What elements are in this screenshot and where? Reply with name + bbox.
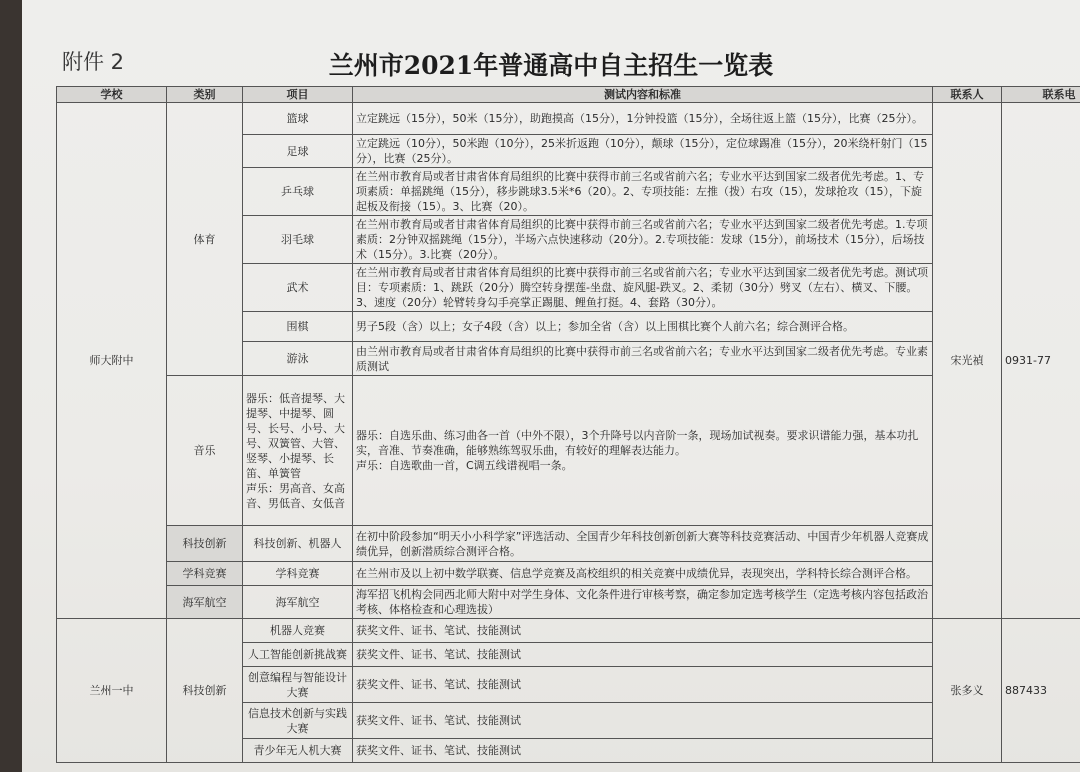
contact-name: 张多义 — [933, 619, 1002, 763]
table-row — [57, 586, 1080, 619]
item-cell: 羽毛球 — [243, 216, 353, 264]
item-cell: 篮球 — [243, 103, 353, 135]
standard-cell: 在兰州市教育局或者甘肃省体育局组织的比赛中获得市前三名或省前六名；专业水平达到国家二级者优先考虑。测试项目：专项素质：1、跳跃（20分）腾空转身摆莲-坐盘、旋风腿-跌叉。2、柔韧（30分）劈叉（左右）、横叉、下腰。3、速度（20分）轮臂转身勾手亮掌正踢腿、鲤鱼打挺。4、套路（30分）。 — [353, 264, 933, 312]
standard-cell: 男子5段（含）以上；女子4段（含）以上；参加全省（含）以上围棋比赛个人前六名；综合测评合格。 — [353, 312, 933, 342]
item-cell: 机器人竞赛 — [243, 619, 353, 643]
table-row — [57, 619, 1080, 643]
standard-cell: 立定跳远（10分），50米跑（10分），25米折返跑（10分），颠球（15分），定位球踢准（15分），20米绕杆射门（15分），比赛（25分）。 — [353, 135, 933, 168]
col-category: 类别 — [167, 87, 243, 103]
standard-cell: 获奖文件、证书、笔试、技能测试 — [353, 739, 933, 763]
admission-table — [56, 86, 1080, 763]
item-cell: 围棋 — [243, 312, 353, 342]
col-standard: 测试内容和标准 — [353, 87, 933, 103]
item-cell: 信息技术创新与实践大赛 — [243, 703, 353, 739]
table-row — [57, 376, 1080, 526]
item-cell: 科技创新、机器人 — [243, 526, 353, 562]
item-cell: 海军航空 — [243, 586, 353, 619]
contact-phone: 0931-77 — [1002, 103, 1080, 619]
standard-cell: 海军招飞机构会同西北师大附中对学生身体、文化条件进行审核考察，确定参加定选考核学生（定选考核内容包括政治考核、体格检查和心理选拔） — [353, 586, 933, 619]
standard-cell: 器乐：自选乐曲、练习曲各一首（中外不限），3个升降号以内音阶一条，现场加试视奏。要求识谱能力强，基本功扎实，音准、节奏准确，能够熟练驾驭乐曲，有较好的理解表达能力。 声乐：自选歌曲一首，C调五线谱视唱一条。 — [353, 376, 933, 526]
item-cell: 乒乓球 — [243, 168, 353, 216]
item-cell: 人工智能创新挑战赛 — [243, 643, 353, 667]
item-cell: 武术 — [243, 264, 353, 312]
standard-cell: 获奖文件、证书、笔试、技能测试 — [353, 667, 933, 703]
table-row — [57, 562, 1080, 586]
contact-phone: 887433 — [1002, 619, 1080, 763]
document-page — [22, 0, 1080, 772]
col-phone: 联系电 — [1002, 87, 1080, 103]
item-cell: 学科竞赛 — [243, 562, 353, 586]
contact-name: 宋光禎 — [933, 103, 1002, 619]
standard-cell: 获奖文件、证书、笔试、技能测试 — [353, 619, 933, 643]
page-title: 兰州市2021年普通高中自主招生一览表 — [328, 51, 774, 80]
standard-cell: 在初中阶段参加“明天小小科学家”评选活动、全国青少年科技创新创新大赛等科技竞赛活动、中国青少年机器人竞赛成绩优异，创新潜质综合测评合格。 — [353, 526, 933, 562]
category-cell: 海军航空 — [167, 586, 243, 619]
school-name: 师大附中 — [57, 103, 167, 619]
standard-cell: 立定跳远（15分），50米（15分），助跑摸高（15分），1分钟投篮（15分），全场往返上篮（15分），比赛（25分）。 — [353, 103, 933, 135]
standard-cell: 在兰州市教育局或者甘肃省体育局组织的比赛中获得市前三名或省前六名；专业水平达到国家二级者优先考虑。1、专项素质：单摇跳绳（15分），移步跳球3.5米*6（20）。2、专项技能：左推（拨）右攻（15），发球抢攻（15），下旋起板及衔接（15）。3、比赛（20）。 — [353, 168, 933, 216]
col-item: 项目 — [243, 87, 353, 103]
col-contact: 联系人 — [933, 87, 1002, 103]
category-cell: 科技创新 — [167, 526, 243, 562]
category-cell: 学科竞赛 — [167, 562, 243, 586]
school-name: 兰州一中 — [57, 619, 167, 763]
category-cell: 音乐 — [167, 376, 243, 526]
standard-cell: 由兰州市教育局或者甘肃省体育局组织的比赛中获得市前三名或省前六名；专业水平达到国家二级者优先考虑。专业素质测试 — [353, 342, 933, 376]
standard-cell: 在兰州市教育局或者甘肃省体育局组织的比赛中获得市前三名或省前六名；专业水平达到国家二级者优先考虑。1.专项素质：2分钟双摇跳绳（15分），半场六点快速移动（20分）。2.专项技能：发球（15分），前场技术（15分），后场技术（15分）。3.比赛（20分）。 — [353, 216, 933, 264]
attachment-label: 附件 2 — [62, 50, 125, 74]
standard-cell: 在兰州市及以上初中数学联赛、信息学竞赛及高校组织的相关竞赛中成绩优异，表现突出，学科特长综合测评合格。 — [353, 562, 933, 586]
category-cell: 科技创新 — [167, 619, 243, 763]
table-row — [57, 103, 1080, 135]
item-cell: 游泳 — [243, 342, 353, 376]
item-cell: 足球 — [243, 135, 353, 168]
standard-cell: 获奖文件、证书、笔试、技能测试 — [353, 703, 933, 739]
category-cell: 体育 — [167, 103, 243, 376]
standard-cell: 获奖文件、证书、笔试、技能测试 — [353, 643, 933, 667]
item-cell: 器乐：低音提琴、大提琴、中提琴、圆号、长号、小号、大号、双簧管、大管、竖琴、小提琴、长笛、单簧管 声乐：男高音、女高音、男低音、女低音 — [243, 376, 353, 526]
item-cell: 青少年无人机大赛 — [243, 739, 353, 763]
item-cell: 创意编程与智能设计大赛 — [243, 667, 353, 703]
table-row — [57, 526, 1080, 562]
col-school: 学校 — [57, 87, 167, 103]
header-row — [57, 87, 1080, 103]
